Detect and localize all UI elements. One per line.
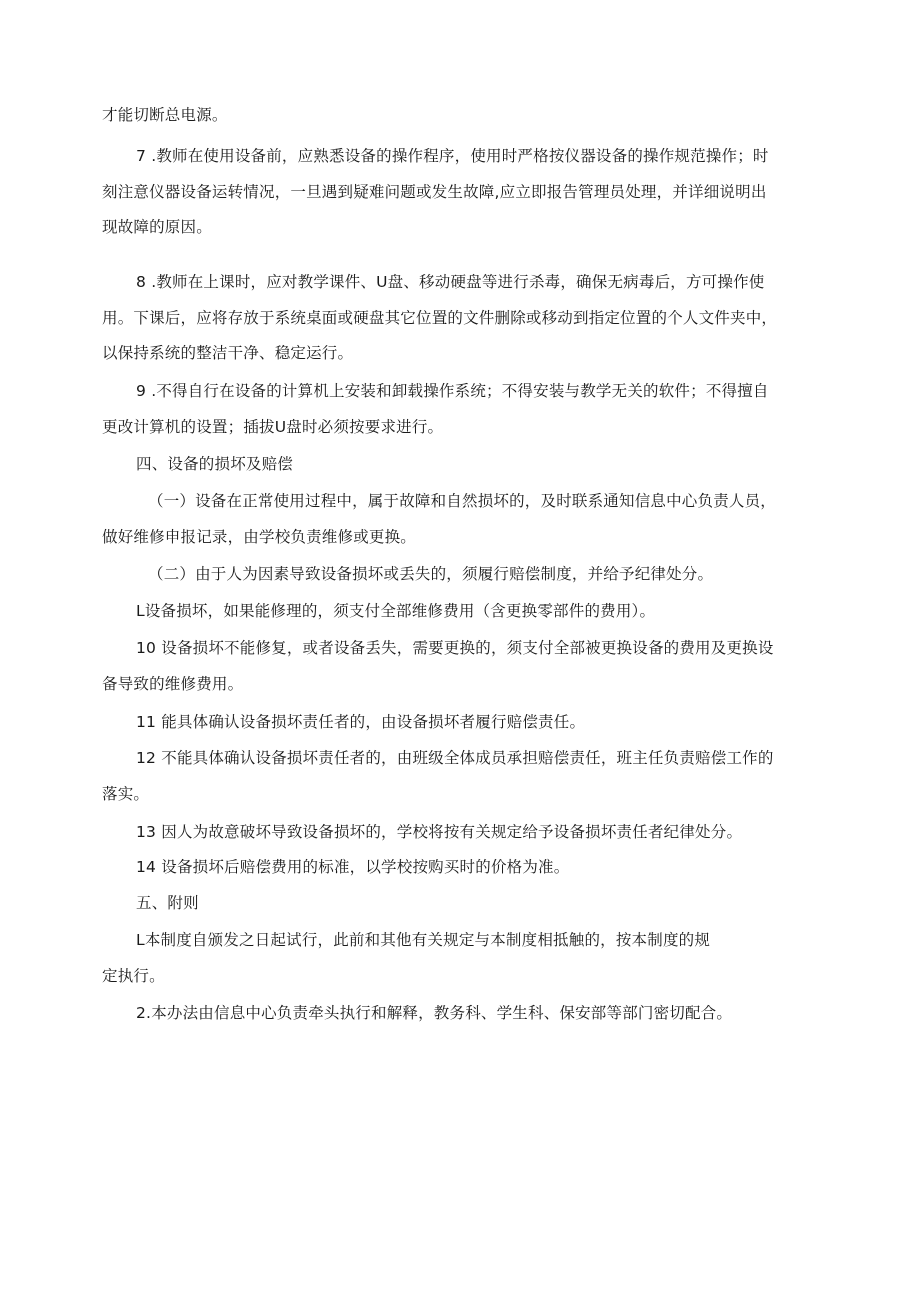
- paragraph-item-l1: [102, 594, 832, 630]
- paragraph-appendix-1: [102, 923, 832, 994]
- text-line: （一）设备在正常使用过程中，属于故障和自然损坏的，及时联系通知信息中心负责人员，: [148, 492, 777, 510]
- paragraph-appendix-2: [102, 996, 832, 1032]
- paragraph-item-8: [102, 265, 832, 372]
- section-heading-appendix: [102, 886, 832, 922]
- text-line: 才能切断总电源。: [102, 106, 228, 124]
- text-line: 落实。: [102, 784, 150, 803]
- paragraph-continuation: [102, 98, 832, 134]
- text-line: （二）由于人为因素导致设备损坏或丢失的，须履行赔偿制度，并给予纪律处分。: [148, 565, 714, 583]
- text-line: L设备损坏，如果能修理的，须支付全部维修费用（含更换零部件的费用）。: [136, 602, 656, 620]
- paragraph-sub-2: [102, 557, 832, 593]
- heading-text: 四、设备的损坏及赔偿: [136, 455, 294, 473]
- paragraph-item-10: [102, 631, 832, 702]
- text-line: 做好维修申报记录，由学校负责维修或更换。: [102, 527, 417, 546]
- text-line: 7 .教师在使用设备前，应熟悉设备的操作程序，使用时严格按仪器设备的操作规范操作；时: [136, 147, 769, 165]
- paragraph-item-9: [102, 374, 832, 445]
- text-line: 以保持系统的整洁干净、稳定运行。: [102, 344, 354, 362]
- text-line: 11 能具体确认设备损坏责任者的，由设备损坏者履行赔偿责任。: [136, 713, 586, 731]
- text-line: 8 .教师在上课时，应对教学课件、U盘、移动硬盘等进行杀毒，确保无病毒后，方可操作使: [136, 273, 765, 291]
- text-line: L本制度自颁发之日起试行，此前和其他有关规定与本制度相抵触的，按本制度的规: [136, 931, 711, 949]
- paragraph-item-7: [102, 139, 832, 246]
- text-line: 14 设备损坏后赔偿费用的标准，以学校按购买时的价格为准。: [136, 858, 570, 876]
- text-line: 刻注意仪器设备运转情况，一旦遇到疑难问题或发生故障,应立即报告管理员处理，并详细说明出: [102, 182, 767, 201]
- heading-text: 五、附则: [136, 894, 199, 912]
- text-line: 用。下课后，应将存放于系统桌面或硬盘其它位置的文件删除或移动到指定位置的个人文件夹中，: [102, 308, 778, 327]
- text-line: 现故障的原因。: [102, 218, 212, 236]
- text-line: 2.本办法由信息中心负责牵头执行和解释，教务科、学生科、保安部等部门密切配合。: [136, 1004, 733, 1022]
- paragraph-item-12: [102, 741, 832, 812]
- text-line: 12 不能具体确认设备损坏责任者的，由班级全体成员承担赔偿责任，班主任负责赔偿工作的: [136, 749, 774, 767]
- text-line: 10 设备损坏不能修复，或者设备丢失，需要更换的，须支付全部被更换设备的费用及更换设: [136, 639, 774, 657]
- text-line: 定执行。: [102, 966, 165, 985]
- text-line: 13 因人为故意破坏导致设备损坏的，学校将按有关规定给予设备损坏责任者纪律处分。: [136, 823, 743, 841]
- text-line: 9 .不得自行在设备的计算机上安装和卸载操作系统；不得安装与教学无关的软件；不得擅自: [136, 382, 769, 400]
- paragraph-sub-1: [102, 484, 832, 555]
- paragraph-item-11: [102, 705, 832, 741]
- text-line: 更改计算机的设置；插拔U盘时必须按要求进行。: [102, 417, 444, 436]
- paragraph-item-13: [102, 815, 832, 851]
- section-heading-damage-compensation: [102, 447, 832, 483]
- text-line: 备导致的维修费用。: [102, 674, 244, 693]
- paragraph-item-14: [102, 850, 832, 886]
